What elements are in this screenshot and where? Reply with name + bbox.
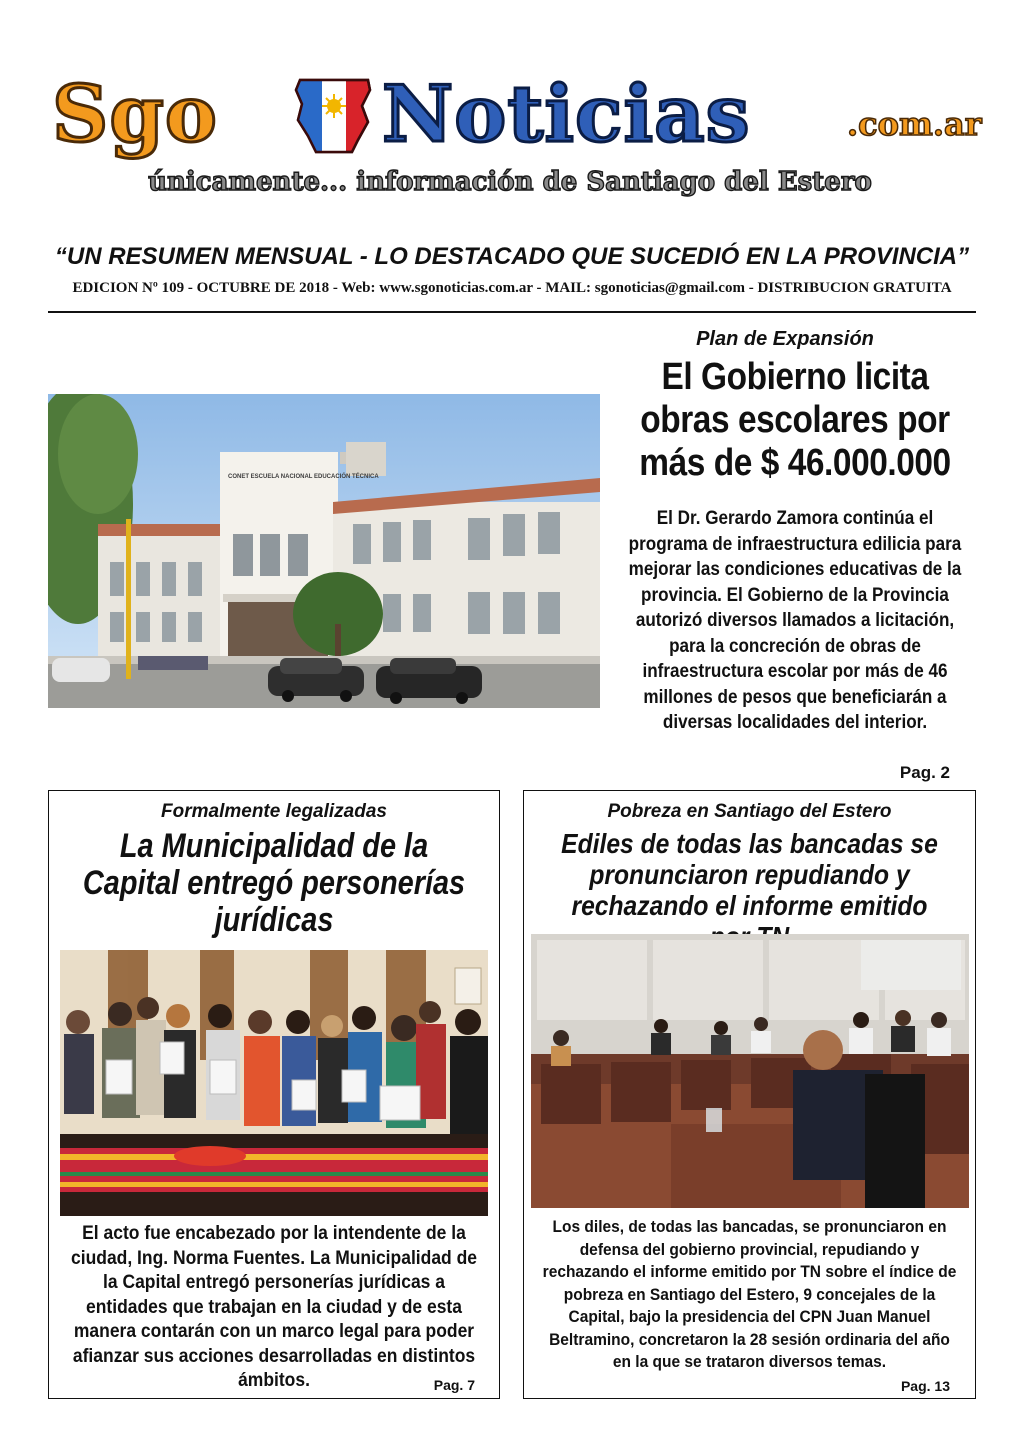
left-story-body: El acto fue encabezado por la intendente de la ciudad, Ing. Norma Fuentes. La Municipalidad de la Capital entregó personerías jurídicas a entidades que trabajan en la ciudad y de esta manera contarán con un marco legal para poder afianzar sus acciones desarrolladas en distintos ámbitos.	[71, 1223, 477, 1391]
edition-line: EDICION Nº 109 - OCTUBRE DE 2018 - Web: www.sgonoticias.com.ar - MAIL: sgonoticias@gmail.com - DISTRIBUCION GRATUITA	[72, 280, 952, 296]
logo-sgo-text: Sgo	[52, 69, 218, 160]
left-story-headline: La Municipalidad de la Capital entregó personerías jurídicas	[82, 827, 466, 939]
top-story-page-ref: Pag. 2	[899, 763, 950, 782]
logo-domain-text: .com.ar	[847, 105, 982, 143]
school-building-photo	[48, 394, 600, 708]
masthead-logo	[52, 70, 982, 160]
left-story-kicker: Formalmente legalizadas	[161, 801, 387, 822]
santiago-flag-map-icon	[292, 76, 376, 156]
right-story-page-ref: Pag. 13	[900, 1378, 950, 1394]
top-story-kicker: Plan de Expansión	[696, 328, 874, 350]
building-sign-text: CONET ESCUELA NACIONAL EDUCACIÓN TÉCNICA	[228, 474, 379, 480]
right-story-headline: Ediles de todas las bancadas se pronunciaron repudiando y rechazando el informe emitido	[561, 828, 938, 921]
masthead-slogan: “UN RESUMEN MENSUAL - LO DESTACADO QUE SUCEDIÓ EN LA PROVINCIA”	[54, 243, 970, 270]
council-session-photo	[531, 934, 969, 1208]
top-story-headline: El Gobierno licita obras escolares por más de $ 46.000.000	[639, 356, 951, 484]
right-story-body: Los diles, de todas las bancadas, se pronunciaron en defensa del gobierno provincial, repudiando y rechazando el informe emitido por TN sobre el índice de pobreza en Santiago del Estero, 9 concejales de la Capital, bajo la presidencia del CPN Juan Manuel Beltramino, concretaron la 28 sesión ordinaria del año en la que se trataron diversos temas.	[542, 1218, 957, 1371]
left-story-page-ref: Pag. 7	[433, 1377, 475, 1393]
logo-noticias-text: Noticias	[382, 69, 751, 160]
top-story-body: El Dr. Gerardo Zamora continúa el programa de infraestructura edilicia para mejorar las condiciones educativas de la provincia. El Gobierno de la Provincia autorizó diversos llamados a licitación, para la concreción de obras de infraestructura escolar por más de 46 millones de pesos que beneficiarán a diversas localidades del interior.	[628, 508, 962, 733]
masthead-tagline: únicamente... información de Santiago del Estero	[148, 167, 872, 197]
municipal-ceremony-photo	[60, 950, 488, 1216]
right-story-kicker: Pobreza en Santiago del Estero	[607, 801, 892, 822]
masthead-divider	[48, 311, 976, 313]
